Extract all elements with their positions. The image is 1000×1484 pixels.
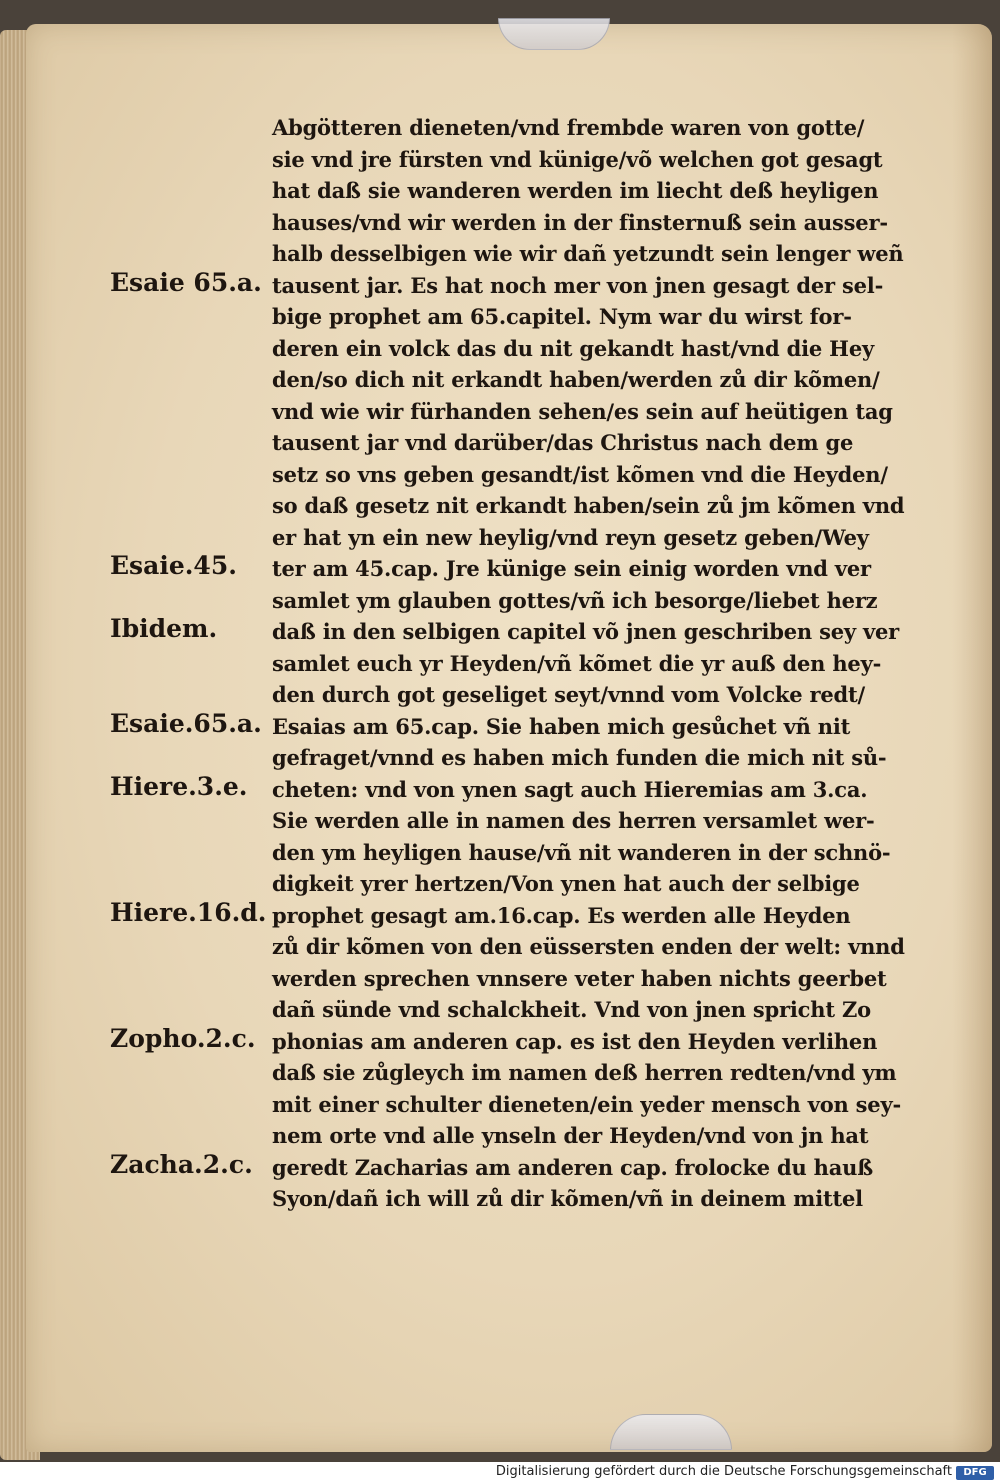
text-block	[272, 112, 932, 1215]
text-line: gefraget/vnnd es haben mich funden die mich nit sů-	[272, 745, 887, 770]
margin-note: Zopho.2.c.	[110, 1023, 256, 1053]
text-line: vnd wie wir fürhanden sehen/es sein auf heütigen tag	[272, 398, 893, 424]
text-line: hauses/vnd wir werden in der finsternuß sein ausser-	[272, 209, 888, 235]
text-line: samlet ym glauben gottes/vñ ich besorge/liebet herz	[272, 587, 878, 613]
text-line: daß sie zůgleych im namen deß herren redten/vnd ym	[272, 1060, 897, 1085]
text-line: mit einer schulter dieneten/ein yeder mensch von sey-	[272, 1091, 901, 1117]
dfg-logo-icon: DFG	[956, 1466, 994, 1480]
text-line: setz so vns geben gesandt/ist kõmen vnd die Heyden/	[272, 461, 888, 487]
text-line: werden sprechen vnnsere veter haben nichts geerbet	[272, 965, 887, 991]
text-line: den durch got geseliget seyt/vnnd vom Volcke redt/	[272, 682, 866, 707]
footer-credit: Digitalisierung gefördert durch die Deutsche Forschungsgemeinschaft	[495, 1464, 952, 1479]
margin-note: Hiere.3.e.	[110, 771, 248, 801]
text-line: ter am 45.cap. Jre künige sein einig worden vnd ver	[272, 556, 871, 581]
margin-note: Ibidem.	[110, 614, 218, 643]
page-edge-stain	[952, 24, 992, 1452]
text-line: samlet euch yr Heyden/vñ kõmet die yr auß den hey-	[272, 650, 882, 676]
page-clip-bottom	[610, 1414, 732, 1450]
text-line: hat daß sie wanderen werden im liecht deß heyligen	[272, 178, 879, 203]
text-line: daß in den selbigen capitel võ jnen geschriben sey ver	[272, 619, 900, 644]
text-line: Esaias am 65.cap. Sie haben mich gesůchet vñ nit	[272, 713, 851, 739]
page-clip-top	[498, 18, 610, 50]
text-line: bige prophet am 65.capitel. Nym war du wirst for-	[272, 304, 852, 329]
margin-note: Esaie.45.	[110, 551, 237, 580]
text-line: dañ sünde vnd schalckheit. Vnd von jnen spricht Zo	[272, 997, 871, 1022]
text-line: geredt Zacharias am anderen cap. frolocke du hauß	[272, 1154, 873, 1180]
text-line: Sie werden alle in namen des herren versamlet wer-	[272, 808, 875, 833]
text-line: zů dir kõmen von den eüssersten enden der welt: vnnd	[272, 934, 905, 959]
margin-note: Esaie 65.a.	[110, 267, 262, 297]
text-line: tausent jar vnd darüber/das Christus nach dem ge	[272, 430, 854, 455]
margin-note: Zacha.2.c.	[110, 1149, 253, 1179]
text-line: phonias am anderen cap. es ist den Heyden verlihen	[272, 1028, 878, 1054]
text-line: er hat yn ein new heylig/vnd reyn gesetz geben/Wey	[272, 524, 869, 550]
text-line: so daß gesetz nit erkandt haben/sein zů jm kõmen vnd	[272, 493, 905, 518]
text-line: halb desselbigen wie wir dañ yetzundt sein lenger weñ	[272, 241, 904, 266]
text-line: prophet gesagt am.16.cap. Es werden alle Heyden	[272, 902, 851, 928]
text-line: Syon/dañ ich will zů dir kõmen/vñ in deinem mittel	[272, 1186, 863, 1211]
footer-bar	[0, 1462, 1000, 1484]
text-line: sie vnd jre fürsten vnd künige/võ welchen got gesagt	[272, 146, 883, 172]
text-line: Abgötteren dieneten/vnd frembde waren von gotte/	[272, 115, 865, 140]
text-line: tausent jar. Es hat noch mer von jnen gesagt der sel-	[272, 272, 884, 298]
text-line: nem orte vnd alle ynseln der Heyden/vnd von jn hat	[272, 1123, 869, 1148]
text-line: den ym heyligen hause/vñ nit wanderen in der schnö-	[272, 839, 891, 865]
margin-note: Esaie.65.a.	[110, 708, 262, 738]
text-line: cheten: vnd von ynen sagt auch Hieremias am 3.ca.	[272, 776, 868, 802]
text-line: den/so dich nit erkandt haben/werden zů dir kõmen/	[272, 367, 880, 392]
text-line: deren ein volck das du nit gekandt hast/vnd die Hey	[272, 335, 874, 361]
text-line: digkeit yrer hertzen/Von ynen hat auch der selbige	[272, 871, 860, 896]
margin-note: Hiere.16.d.	[110, 897, 267, 927]
